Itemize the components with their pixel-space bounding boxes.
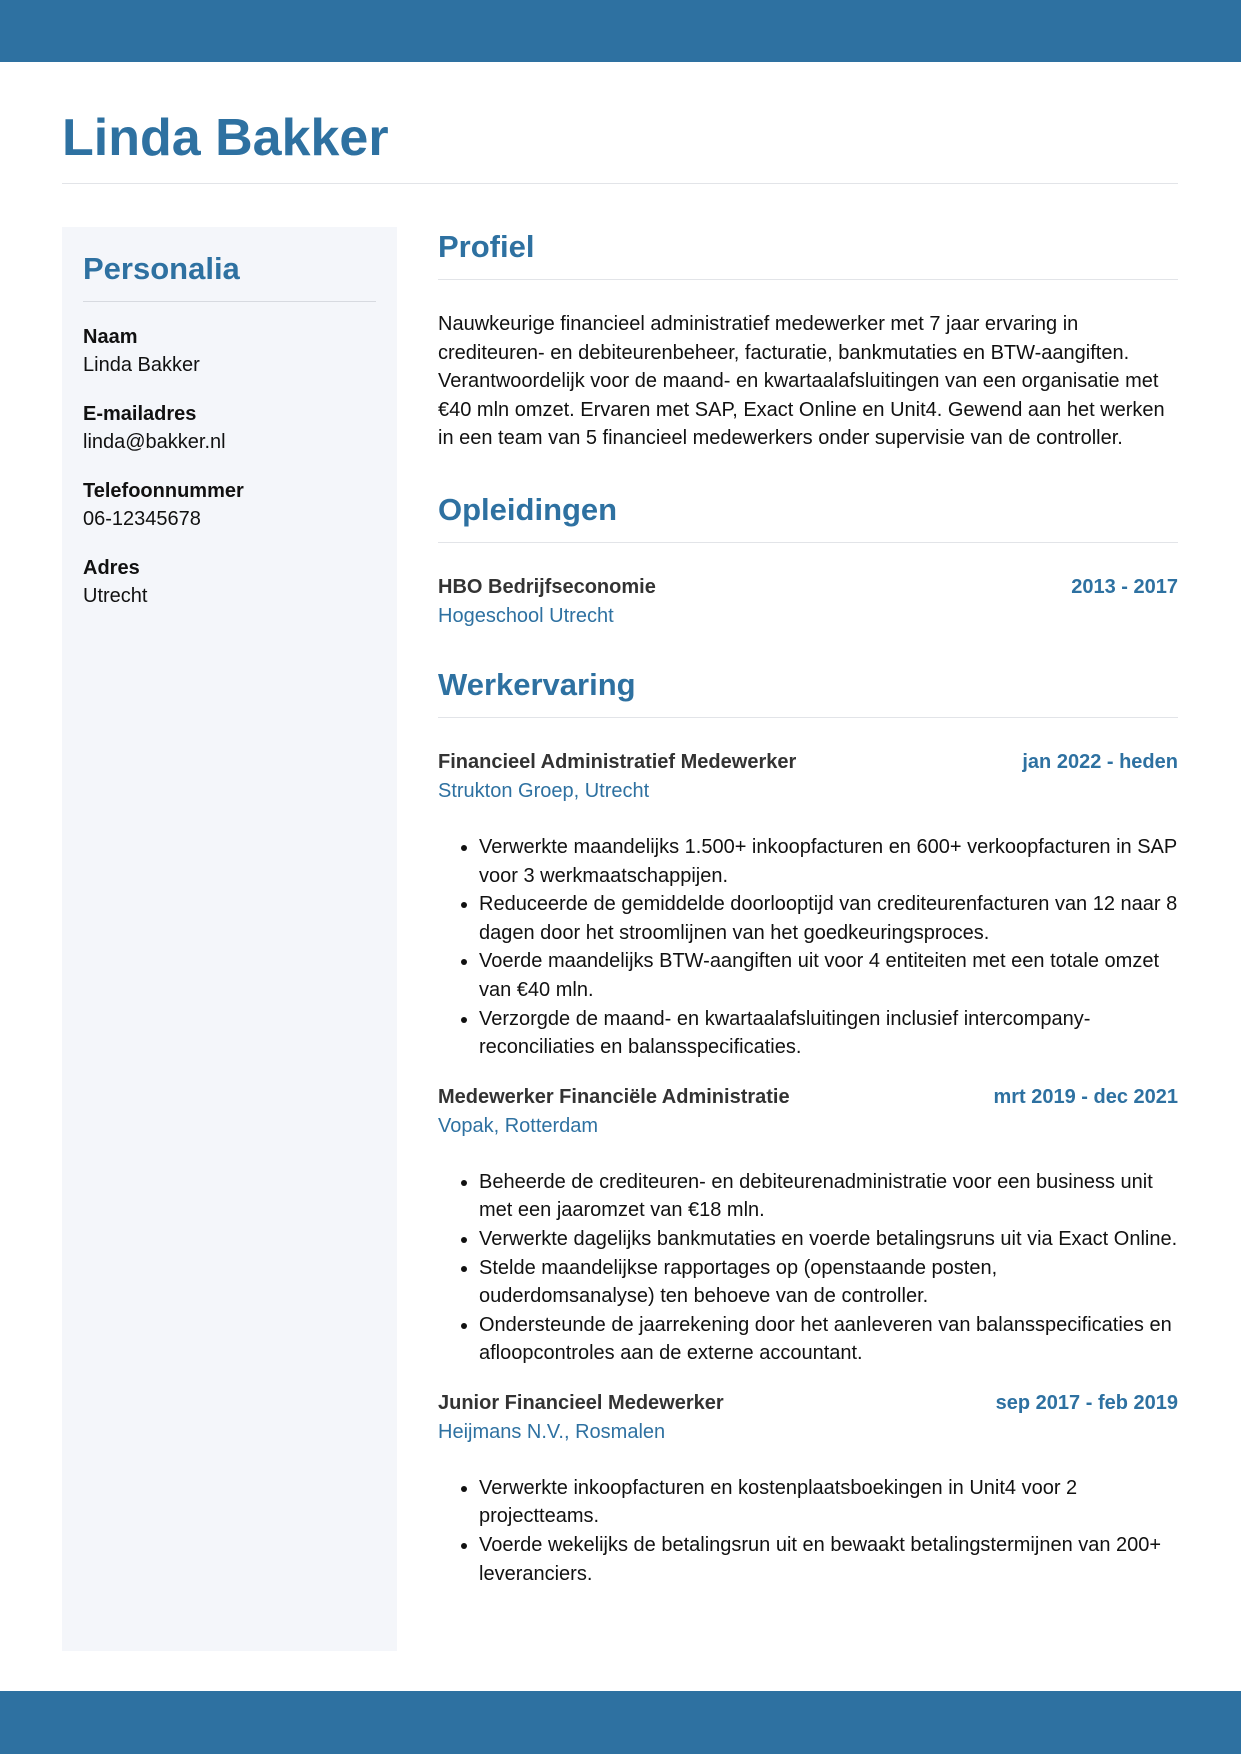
field-address — [83, 554, 376, 610]
job-title: Financieel Administratief Medewerker — [438, 750, 797, 773]
top-bar — [0, 0, 1241, 62]
education-period: 2013 - 2017 — [1071, 575, 1178, 598]
bottom-bar — [0, 1691, 1241, 1754]
name-divider — [62, 183, 1178, 184]
company-name: Strukton Groep, Utrecht — [438, 779, 650, 802]
education-section — [438, 488, 1178, 631]
job-title: Medewerker Financiële Administratie — [438, 1085, 790, 1108]
entry-header — [438, 1389, 1178, 1417]
field-phone — [83, 477, 376, 533]
sidebar-title: Personalia — [83, 251, 240, 286]
bullet-item: • Verwerkte dagelijks bankmutaties en voerde betalingsruns uit via Exact Online. — [479, 1225, 1178, 1254]
sidebar-divider — [83, 301, 376, 302]
bullet-item: • Voerde maandelijks BTW-aangiften uit voor 4 entiteiten met een totale omzet van €40 mln. — [479, 947, 1178, 1004]
bullet-item: • Reduceerde de gemiddelde doorlooptijd van crediteurenfacturen van 12 naar 8 dagen door het stroomlijnen van het goedkeuringsproces. — [479, 890, 1178, 947]
bullet-item: • Voerde wekelijks de betalingsrun uit en bewaakt betalingstermijnen van 200+ leveranciers. — [479, 1531, 1178, 1588]
field-value: Linda Bakker — [83, 354, 200, 376]
section-title: Profiel — [438, 229, 535, 264]
field-label: Telefoonnummer — [83, 480, 244, 502]
bullet-item: • Verwerkte maandelijks 1.500+ inkoopfacturen en 600+ verkoopfacturen in SAP voor 3 werkmaatschappijen. — [479, 833, 1178, 890]
field-label: Naam — [83, 326, 138, 348]
section-divider — [438, 279, 1178, 280]
field-value: linda@bakker.nl — [83, 431, 226, 453]
job-bullets — [438, 1168, 1178, 1368]
degree-title: HBO Bedrijfseconomie — [438, 575, 656, 598]
company-name: Heijmans N.V., Rosmalen — [438, 1420, 666, 1443]
experience-entry — [438, 1083, 1178, 1368]
experience-entry — [438, 748, 1178, 1062]
education-entry — [438, 573, 1178, 631]
section-divider — [438, 542, 1178, 543]
job-period: jan 2022 - heden — [1022, 750, 1178, 773]
entry-header — [438, 573, 1178, 601]
entry-header — [438, 748, 1178, 776]
field-value: 06-12345678 — [83, 508, 201, 530]
job-title: Junior Financieel Medewerker — [438, 1391, 724, 1414]
company-name: Vopak, Rotterdam — [438, 1114, 599, 1137]
bullet-item: • Verwerkte inkoopfacturen en kostenplaatsboekingen in Unit4 voor 2 projectteams. — [479, 1474, 1178, 1531]
experience-entry — [438, 1389, 1178, 1588]
bullet-item: • Stelde maandelijkse rapportages op (openstaande posten, ouderdomsanalyse) ten behoeve van de controller. — [479, 1254, 1178, 1311]
profile-text: Nauwkeurige financieel administratief medewerker met 7 jaar ervaring in crediteuren- en debiteurenbeheer, facturatie, bankmutaties en BTW-aangiften. Verantwoordelijk voor de maand- en kwartaalafsluitingen van een organisatie met €40 mln omzet. Ervaren met SAP, Exact Online en Unit4. Gewend aan het werken in een team van 5 financieel medewerkers onder supervisie van de controller. — [438, 313, 1165, 450]
job-period: sep 2017 - feb 2019 — [995, 1391, 1178, 1414]
field-label: Adres — [83, 557, 140, 579]
section-title: Werkervaring — [438, 666, 636, 702]
experience-section — [438, 663, 1178, 1588]
profile-section — [438, 225, 1178, 453]
job-period: mrt 2019 - dec 2021 — [993, 1085, 1178, 1108]
bullet-item: • Ondersteunde de jaarrekening door het aanleveren van balansspecificaties en afloopcontroles aan de externe accountant. — [479, 1311, 1178, 1368]
job-bullets — [438, 1474, 1178, 1588]
field-name — [83, 323, 376, 379]
entry-header — [438, 1083, 1178, 1111]
field-label: E-mailadres — [83, 403, 197, 425]
candidate-name: Linda Bakker — [62, 109, 389, 167]
section-divider — [438, 717, 1178, 718]
bullet-item: • Beheerde de crediteuren- en debiteurenadministratie voor een business unit met een jaaromzet van €18 mln. — [479, 1168, 1178, 1225]
main-content — [438, 225, 1178, 1609]
personal-details-sidebar — [62, 227, 397, 1651]
school-name: Hogeschool Utrecht — [438, 604, 614, 627]
bullet-item: • Verzorgde de maand- en kwartaalafsluitingen inclusief intercompany-reconciliaties en balansspecificaties. — [479, 1005, 1178, 1062]
field-value: Utrecht — [83, 585, 148, 607]
job-bullets — [438, 833, 1178, 1062]
field-email — [83, 400, 376, 456]
section-title: Opleidingen — [438, 491, 618, 527]
